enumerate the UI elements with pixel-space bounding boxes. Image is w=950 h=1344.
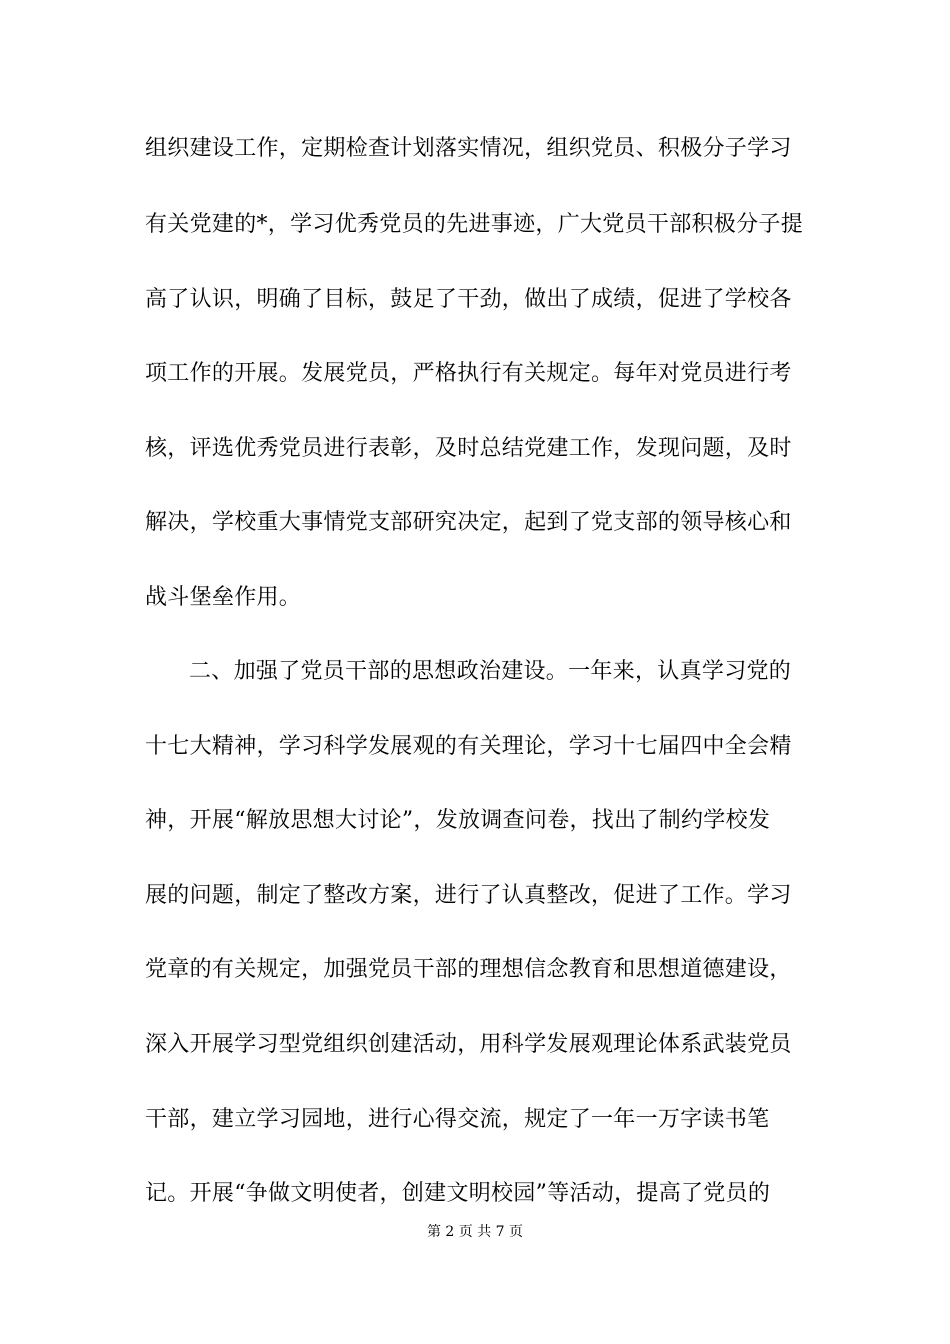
body-text-line: 干部，建立学习园地，进行心得交流，规定了一年一万字读书笔 — [145, 1107, 770, 1132]
body-text-line: 解决，学校重大事情党支部研究决定，起到了党支部的领导核心和 — [145, 510, 792, 535]
body-text-line: 项工作的开展。发展党员，严格执行有关规定。每年对党员进行考 — [145, 361, 792, 386]
body-text-line: 神，开展“解放思想大讨论”，发放调查问卷，找出了制约学校发 — [145, 808, 771, 833]
page-number-footer: 第 2 页 共 7 页 — [426, 1224, 524, 1240]
body-text-line: 有关党建的*，学习优秀党员的先进事迹，广大党员干部积极分子提 — [145, 212, 804, 237]
body-text-line: 战斗堡垒作用。 — [145, 585, 302, 610]
body-text-line: 核，评选优秀党员进行表彰，及时总结党建工作，发现问题，及时 — [145, 436, 792, 461]
body-text-line: 深入开展学习型党组织创建活动，用科学发展观理论体系武装党员 — [145, 1032, 792, 1057]
body-text-line: 十七大精神，学习科学发展观的有关理论，学习十七届四中全会精 — [145, 734, 792, 759]
body-text-line: 组织建设工作，定期检查计划落实情况，组织党员、积极分子学习 — [145, 136, 792, 161]
paragraph-first-line: 二、加强了党员干部的思想政治建设。一年来，认真学习党的 — [189, 659, 792, 684]
body-text-line: 党章的有关规定，加强党员干部的理想信念教育和思想道德建设， — [145, 957, 792, 982]
body-text-line: 高了认识，明确了目标，鼓足了干劲，做出了成绩，促进了学校各 — [145, 287, 792, 312]
body-text-line: 记。开展“争做文明使者，创建文明校园”等活动，提高了党员的 — [145, 1181, 771, 1206]
body-text-line: 展的问题，制定了整改方案，进行了认真整改，促进了工作。学习 — [145, 883, 792, 908]
